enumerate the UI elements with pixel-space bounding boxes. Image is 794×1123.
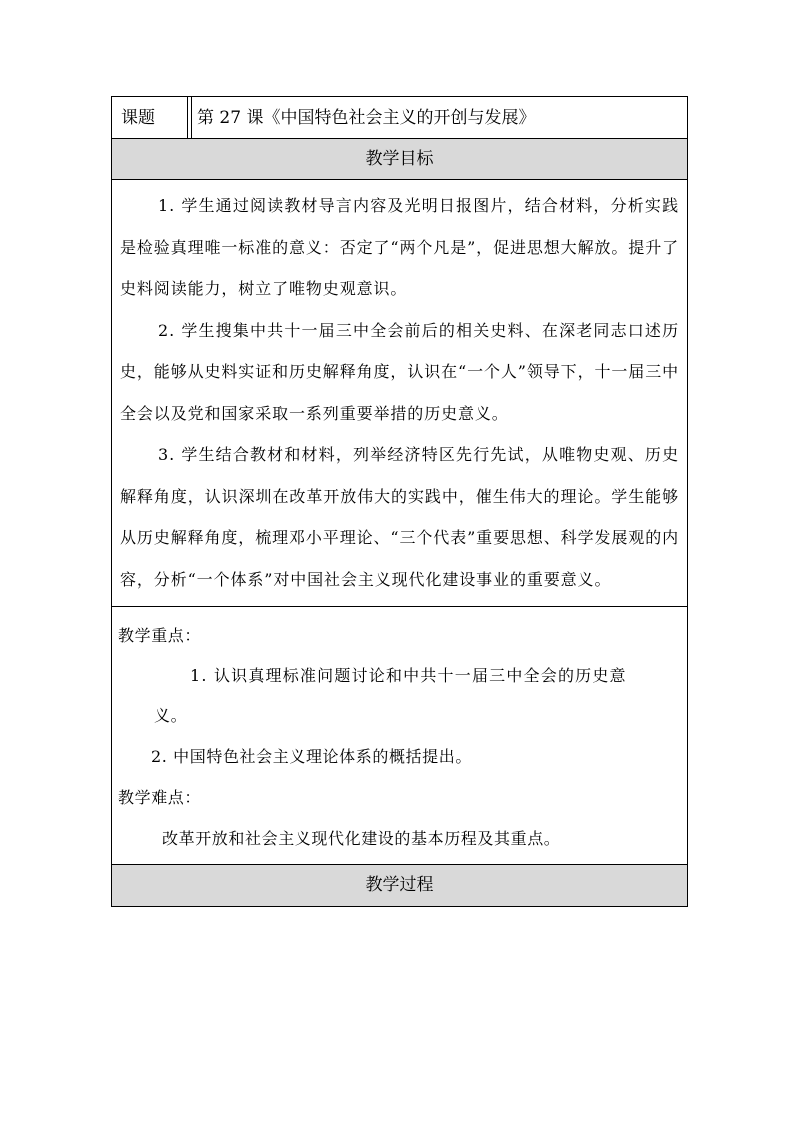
objectives-body <box>112 180 687 607</box>
key-point-1-continued: 义。 <box>154 706 188 725</box>
objective-paragraph-2: 2. 学生搜集中共十一届三中全会前后的相关史料、在深老同志口述历史，能够从史料实证和历史解释角度，认识在“一个人”领导下，十一届三中全会以及党和国家采取一系列重要举措的历史意义。 <box>120 320 679 423</box>
lesson-label: 课题 <box>112 97 188 138</box>
key-point-1: 1. 认识真理标准问题讨论和中共十一届三中全会的历史意 <box>190 666 627 685</box>
key-points-section <box>112 607 687 865</box>
key-point-2: 2. 中国特色社会主义理论体系的概括提出。 <box>151 747 472 766</box>
lesson-title-row <box>112 97 687 139</box>
lesson-title: 第 27 课《中国特色社会主义的开创与发展》 <box>197 108 536 128</box>
difficulty-text: 改革开放和社会主义现代化建设的基本历程及其重点。 <box>162 829 561 848</box>
lesson-plan-table <box>111 96 688 907</box>
key-points-heading: 教学重点： <box>118 626 202 645</box>
objectives-header: 教学目标 <box>112 139 687 180</box>
difficulties-heading: 教学难点： <box>118 788 202 807</box>
objective-paragraph-1: 1. 学生通过阅读教材导言内容及光明日报图片，结合材料，分析实践是检验真理唯一标准的意义：否定了“两个凡是”，促进思想大解放。提升了史料阅读能力，树立了唯物史观意识。 <box>120 196 679 298</box>
process-header: 教学过程 <box>112 865 687 906</box>
objective-paragraph-3: 3. 学生结合教材和材料，列举经济特区先行先试，从唯物史观、历史解释角度，认识深圳在改革开放伟大的实践中，催生伟大的理论。学生能够从历史解释角度，梳理邓小平理论、“三个代表”重要思想、科学发展观的内容，分析“一个体系”对中国社会主义现代化建设事业的重要意义。 <box>120 445 679 589</box>
